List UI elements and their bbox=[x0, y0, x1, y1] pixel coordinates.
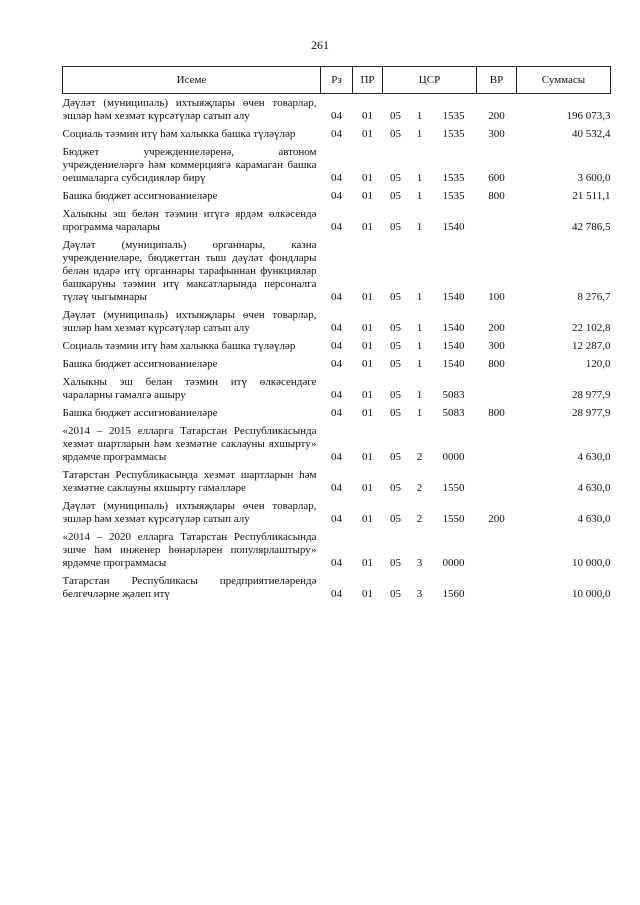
cell-rz: 04 bbox=[331, 513, 342, 525]
cell-csr-3: 1535 bbox=[442, 172, 465, 184]
header-pr: ПР bbox=[353, 67, 383, 94]
table-row bbox=[63, 422, 611, 466]
cell-csr-2: 1 bbox=[416, 172, 423, 184]
cell-vr bbox=[477, 466, 517, 497]
cell-csr-3: 1560 bbox=[442, 588, 465, 600]
cell-pr: 01 bbox=[362, 407, 373, 419]
header-csr: ЦСР bbox=[383, 67, 477, 94]
cell-csr-1: 05 bbox=[390, 110, 401, 122]
cell-vr: 800 bbox=[488, 358, 505, 370]
cell-rz: 04 bbox=[331, 557, 342, 569]
cell-csr-1: 05 bbox=[390, 588, 401, 600]
table-row bbox=[63, 143, 611, 187]
header-vr: ВР bbox=[477, 67, 517, 94]
table-row bbox=[63, 125, 611, 143]
cell-name: Дәүләт (муниципаль) ихтыяҗлары өчен товарлар, эшләр һәм хезмәт күрсәтүләр сатып алу bbox=[62, 500, 317, 525]
cell-name: Социаль тәэмин итү һәм халыкка башка түләүләр bbox=[62, 340, 296, 352]
cell-csr-1: 05 bbox=[390, 291, 401, 303]
cell-sum: 28 977,9 bbox=[572, 389, 611, 401]
cell-csr-2: 1 bbox=[416, 358, 423, 370]
cell-csr-2: 2 bbox=[416, 451, 423, 463]
cell-rz: 04 bbox=[331, 482, 342, 494]
cell-vr: 800 bbox=[488, 190, 505, 202]
cell-csr-3: 1540 bbox=[442, 322, 465, 334]
cell-csr-3: 5083 bbox=[442, 389, 465, 401]
cell-csr-3: 1540 bbox=[442, 221, 465, 233]
cell-pr: 01 bbox=[362, 190, 373, 202]
cell-name: Дәүләт (муниципаль) органнары, казна учреждениеләре, бюджеттан тыш дәүләт фондлары белән идарә итү органнары тарафыннан функцияләр башкаруны тәэмин итү максатларында персоналга түләү чыгымнары bbox=[62, 239, 317, 303]
cell-csr-1: 05 bbox=[390, 358, 401, 370]
cell-pr: 01 bbox=[362, 110, 373, 122]
cell-vr: 300 bbox=[488, 340, 505, 352]
cell-csr-1: 05 bbox=[390, 172, 401, 184]
cell-vr bbox=[477, 205, 517, 236]
table-row bbox=[63, 528, 611, 572]
cell-csr-1: 05 bbox=[390, 128, 401, 140]
cell-rz: 04 bbox=[331, 110, 342, 122]
cell-vr: 600 bbox=[488, 172, 505, 184]
cell-rz: 04 bbox=[331, 588, 342, 600]
cell-vr bbox=[477, 373, 517, 404]
cell-csr-1: 05 bbox=[390, 221, 401, 233]
cell-name: Социаль тәэмин итү һәм халыкка башка түләүләр bbox=[62, 128, 296, 140]
cell-csr-3: 1535 bbox=[442, 128, 465, 140]
table-body bbox=[63, 94, 611, 604]
cell-csr-3: 0000 bbox=[442, 451, 465, 463]
cell-rz: 04 bbox=[331, 407, 342, 419]
table-row bbox=[63, 497, 611, 528]
cell-name: Бюджет учреждениеләренә, автоном учреждениеләргә һәм коммерциягә карамаган башка оешмаларга субсидияләр бирү bbox=[62, 146, 317, 184]
cell-csr-2: 1 bbox=[416, 190, 423, 202]
cell-csr-3: 5083 bbox=[442, 407, 465, 419]
page-number: 261 bbox=[311, 38, 329, 52]
header-rz: Рз bbox=[321, 67, 353, 94]
cell-vr bbox=[477, 422, 517, 466]
cell-name: «2014 – 2015 елларга Татарстан Республикасында хезмәт шартларын һәм хезмәтне саклауны яхшырту» ярдәмче программасы bbox=[62, 425, 317, 463]
table-row bbox=[63, 236, 611, 306]
cell-name: Халыкны эш белән тәэмин итү өлкәсендәге чараларны гамәлгә ашыру bbox=[62, 376, 317, 401]
cell-vr: 200 bbox=[488, 513, 505, 525]
cell-csr-2: 1 bbox=[416, 322, 423, 334]
cell-rz: 04 bbox=[331, 340, 342, 352]
cell-csr-3: 1550 bbox=[442, 482, 465, 494]
cell-csr-2: 3 bbox=[416, 588, 423, 600]
cell-csr-3: 1550 bbox=[442, 513, 465, 525]
cell-csr-3: 1535 bbox=[442, 110, 465, 122]
cell-sum: 28 977,9 bbox=[572, 407, 611, 419]
cell-vr bbox=[477, 528, 517, 572]
cell-rz: 04 bbox=[331, 172, 342, 184]
cell-rz: 04 bbox=[331, 221, 342, 233]
cell-sum: 12 287,0 bbox=[572, 340, 611, 352]
cell-csr-2: 3 bbox=[416, 557, 423, 569]
cell-csr-2: 1 bbox=[416, 340, 423, 352]
table-row bbox=[63, 404, 611, 422]
cell-csr-1: 05 bbox=[390, 407, 401, 419]
cell-csr-1: 05 bbox=[390, 451, 401, 463]
cell-pr: 01 bbox=[362, 588, 373, 600]
cell-csr-3: 1540 bbox=[442, 291, 465, 303]
cell-rz: 04 bbox=[331, 291, 342, 303]
cell-csr-1: 05 bbox=[390, 322, 401, 334]
cell-csr-1: 05 bbox=[390, 340, 401, 352]
table-row bbox=[63, 337, 611, 355]
cell-sum: 42 786,5 bbox=[572, 221, 611, 233]
cell-sum: 10 000,0 bbox=[572, 557, 611, 569]
cell-csr-2: 1 bbox=[416, 389, 423, 401]
cell-pr: 01 bbox=[362, 128, 373, 140]
cell-sum: 4 630,0 bbox=[577, 451, 611, 463]
table-row bbox=[63, 306, 611, 337]
cell-sum: 3 600,0 bbox=[577, 172, 611, 184]
cell-rz: 04 bbox=[331, 389, 342, 401]
cell-csr-1: 05 bbox=[390, 482, 401, 494]
cell-name: Татарстан Республикасында хезмәт шартларын һәм хезмәтне саклауны яхшырту гамәлләре bbox=[62, 469, 317, 494]
table-row bbox=[63, 187, 611, 205]
cell-name: Халыкны эш белән тәэмин итүгә ярдәм өлкәсендә программа чаралары bbox=[62, 208, 317, 233]
cell-csr-3: 1540 bbox=[442, 358, 465, 370]
table-row bbox=[63, 466, 611, 497]
cell-name: Дәүләт (муниципаль) ихтыяҗлары өчен товарлар, эшләр һәм хезмәт күрсәтүләр сатып алу bbox=[62, 309, 317, 334]
cell-name: Башка бюджет ассигнованиеләре bbox=[62, 407, 218, 419]
cell-csr-2: 1 bbox=[416, 221, 423, 233]
cell-csr-2: 1 bbox=[416, 110, 423, 122]
cell-csr-1: 05 bbox=[390, 513, 401, 525]
cell-csr-3: 0000 bbox=[442, 557, 465, 569]
cell-sum: 8 276,7 bbox=[577, 291, 611, 303]
table-row bbox=[63, 94, 611, 126]
cell-csr-3: 1540 bbox=[442, 340, 465, 352]
cell-sum: 4 630,0 bbox=[577, 513, 611, 525]
cell-name: Башка бюджет ассигнованиеләре bbox=[62, 190, 218, 202]
table-row bbox=[63, 205, 611, 236]
cell-csr-2: 1 bbox=[416, 128, 423, 140]
cell-csr-1: 05 bbox=[390, 190, 401, 202]
cell-pr: 01 bbox=[362, 513, 373, 525]
cell-csr-2: 1 bbox=[416, 407, 423, 419]
cell-pr: 01 bbox=[362, 291, 373, 303]
cell-rz: 04 bbox=[331, 128, 342, 140]
cell-vr: 100 bbox=[488, 291, 505, 303]
cell-sum: 10 000,0 bbox=[572, 588, 611, 600]
cell-csr-2: 1 bbox=[416, 291, 423, 303]
cell-vr: 300 bbox=[488, 128, 505, 140]
cell-sum: 196 073,3 bbox=[566, 110, 611, 122]
cell-csr-2: 2 bbox=[416, 513, 423, 525]
cell-pr: 01 bbox=[362, 172, 373, 184]
budget-table bbox=[62, 66, 611, 603]
cell-pr: 01 bbox=[362, 322, 373, 334]
cell-pr: 01 bbox=[362, 389, 373, 401]
cell-sum: 120,0 bbox=[585, 358, 611, 370]
cell-vr: 200 bbox=[488, 322, 505, 334]
cell-sum: 4 630,0 bbox=[577, 482, 611, 494]
cell-pr: 01 bbox=[362, 482, 373, 494]
cell-pr: 01 bbox=[362, 340, 373, 352]
cell-name: Дәүләт (муниципаль) ихтыяҗлары өчен товарлар, эшләр һәм хезмәт күрсәтүләр сатып алу bbox=[62, 97, 317, 122]
cell-csr-1: 05 bbox=[390, 389, 401, 401]
cell-name: Татарстан Республикасы предприятиеләрендә белгечләрне җәлеп итү bbox=[62, 575, 317, 600]
cell-sum: 21 511,1 bbox=[572, 190, 611, 202]
table-row bbox=[63, 373, 611, 404]
cell-pr: 01 bbox=[362, 557, 373, 569]
cell-name: Башка бюджет ассигнованиеләре bbox=[62, 358, 218, 370]
table-row bbox=[63, 572, 611, 603]
cell-vr bbox=[477, 572, 517, 603]
cell-vr: 800 bbox=[488, 407, 505, 419]
cell-pr: 01 bbox=[362, 451, 373, 463]
header-name: Исеме bbox=[63, 67, 321, 94]
cell-csr-3: 1535 bbox=[442, 190, 465, 202]
header-sum: Суммасы bbox=[517, 67, 611, 94]
cell-rz: 04 bbox=[331, 190, 342, 202]
cell-csr-1: 05 bbox=[390, 557, 401, 569]
table-row bbox=[63, 355, 611, 373]
cell-pr: 01 bbox=[362, 358, 373, 370]
cell-pr: 01 bbox=[362, 221, 373, 233]
cell-vr: 200 bbox=[488, 110, 505, 122]
cell-rz: 04 bbox=[331, 322, 342, 334]
cell-sum: 40 532,4 bbox=[572, 128, 611, 140]
cell-sum: 22 102,8 bbox=[572, 322, 611, 334]
cell-rz: 04 bbox=[331, 358, 342, 370]
cell-rz: 04 bbox=[331, 451, 342, 463]
cell-csr-2: 2 bbox=[416, 482, 423, 494]
table-header bbox=[63, 67, 611, 94]
cell-name: «2014 – 2020 елларга Татарстан Республикасында эшче һәм инженер һөнәрләрен популярлаштыру» ярдәмче программасы bbox=[62, 531, 317, 569]
